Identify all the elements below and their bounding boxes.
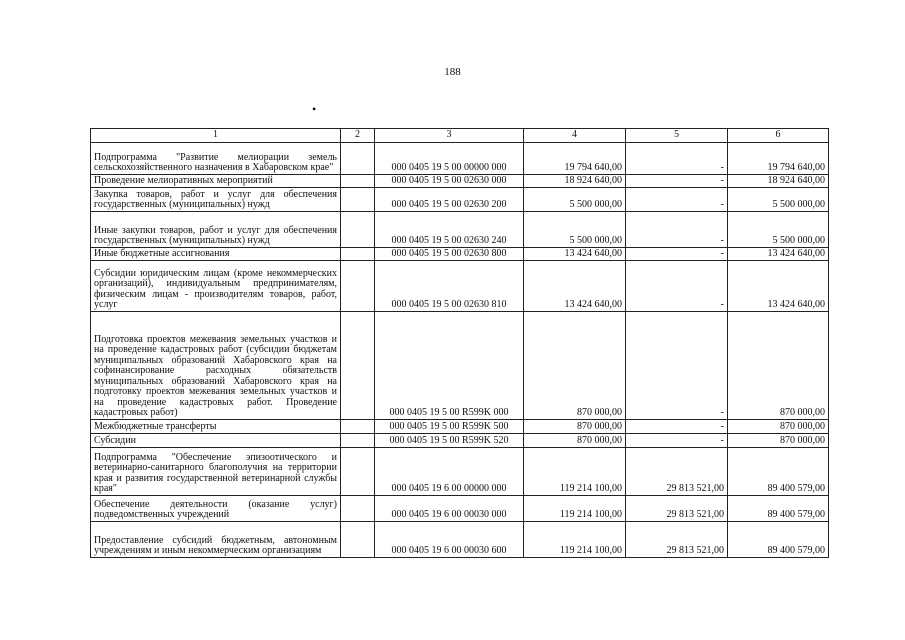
row-col4: 119 214 100,00 [524, 447, 626, 495]
row-col6: 5 500 000,00 [728, 187, 829, 211]
row-name: Предоставление субсидий бюджетным, автономным учреждениям и иным некоммерческим организациям [91, 521, 341, 557]
row-col2 [341, 260, 375, 311]
row-col2 [341, 447, 375, 495]
row-name: Подпрограмма "Обеспечение эпизоотического и ветеринарно-санитарного благополучия на территории края и развития государственной ветеринарной службы края" [91, 447, 341, 495]
row-col5: 29 813 521,00 [626, 521, 728, 557]
row-code: 000 0405 19 5 00 02630 800 [375, 247, 524, 260]
row-col5: 29 813 521,00 [626, 495, 728, 521]
row-name: Межбюджетные трансферты [91, 419, 341, 433]
row-name: Субсидии [91, 433, 341, 447]
row-col5: - [626, 142, 728, 174]
row-col5: - [626, 187, 728, 211]
row-col6: 89 400 579,00 [728, 495, 829, 521]
row-col4: 18 924 640,00 [524, 174, 626, 187]
row-name: Подпрограмма "Развитие мелиорации земель сельскохозяйственного назначения в Хабаровском крае" [91, 142, 341, 174]
row-col5: - [626, 211, 728, 247]
row-col4: 13 424 640,00 [524, 247, 626, 260]
row-col5: - [626, 419, 728, 433]
row-col6: 89 400 579,00 [728, 447, 829, 495]
row-col4: 119 214 100,00 [524, 521, 626, 557]
row-col5: - [626, 260, 728, 311]
table-row [91, 142, 829, 174]
row-col5: - [626, 433, 728, 447]
row-col6: 870 000,00 [728, 311, 829, 419]
row-col6: 13 424 640,00 [728, 247, 829, 260]
table-row [91, 447, 829, 495]
row-code: 000 0405 19 5 00 R599K 500 [375, 419, 524, 433]
row-col6: 13 424 640,00 [728, 260, 829, 311]
row-code: 000 0405 19 6 00 00030 600 [375, 521, 524, 557]
table-row [91, 419, 829, 433]
row-col2 [341, 142, 375, 174]
row-col4: 13 424 640,00 [524, 260, 626, 311]
table-row [91, 247, 829, 260]
row-col2 [341, 521, 375, 557]
row-col4: 19 794 640,00 [524, 142, 626, 174]
row-name: Иные закупки товаров, работ и услуг для обеспечения государственных (муниципальных) нужд [91, 211, 341, 247]
row-name: Субсидии юридическим лицам (кроме некоммерческих организаций), индивидуальным предпринимателям, физическим лицам - производителям товаров, работ, услуг [91, 260, 341, 311]
table-row [91, 187, 829, 211]
row-col6: 18 924 640,00 [728, 174, 829, 187]
row-col5: - [626, 311, 728, 419]
row-col5: 29 813 521,00 [626, 447, 728, 495]
row-col2 [341, 247, 375, 260]
row-col6: 870 000,00 [728, 419, 829, 433]
row-col4: 870 000,00 [524, 419, 626, 433]
row-code: 000 0405 19 5 00 R599K 520 [375, 433, 524, 447]
row-col4: 119 214 100,00 [524, 495, 626, 521]
header-col-5: 5 [626, 129, 728, 143]
stray-dot: • [312, 102, 317, 116]
row-col2 [341, 174, 375, 187]
table-row [91, 260, 829, 311]
row-code: 000 0405 19 5 00 02630 810 [375, 260, 524, 311]
row-col6: 5 500 000,00 [728, 211, 829, 247]
row-col5: - [626, 174, 728, 187]
header-col-3: 3 [375, 129, 524, 143]
row-col5: - [626, 247, 728, 260]
row-col4: 870 000,00 [524, 433, 626, 447]
table-row [91, 211, 829, 247]
header-col-4: 4 [524, 129, 626, 143]
header-col-2: 2 [341, 129, 375, 143]
table-row [91, 521, 829, 557]
header-col-1: 1 [91, 129, 341, 143]
row-col2 [341, 419, 375, 433]
row-col4: 5 500 000,00 [524, 211, 626, 247]
row-code: 000 0405 19 5 00 02630 000 [375, 174, 524, 187]
row-code: 000 0405 19 5 00 R599K 000 [375, 311, 524, 419]
table-row [91, 495, 829, 521]
row-code: 000 0405 19 5 00 02630 200 [375, 187, 524, 211]
row-col2 [341, 495, 375, 521]
row-col2 [341, 187, 375, 211]
row-col6: 89 400 579,00 [728, 521, 829, 557]
page-number: 188 [444, 66, 461, 78]
row-col2 [341, 211, 375, 247]
table-header-row [91, 129, 829, 143]
row-code: 000 0405 19 5 00 00000 000 [375, 142, 524, 174]
row-code: 000 0405 19 6 00 00000 000 [375, 447, 524, 495]
row-col2 [341, 433, 375, 447]
row-name: Обеспечение деятельности (оказание услуг) подведомственных учреждений [91, 495, 341, 521]
table-row [91, 433, 829, 447]
row-col4: 5 500 000,00 [524, 187, 626, 211]
row-code: 000 0405 19 6 00 00030 000 [375, 495, 524, 521]
row-col6: 19 794 640,00 [728, 142, 829, 174]
row-col4: 870 000,00 [524, 311, 626, 419]
budget-table [90, 128, 829, 558]
row-name: Иные бюджетные ассигнования [91, 247, 341, 260]
row-name: Подготовка проектов межевания земельных участков и на проведение кадастровых работ (субсидии бюджетам муниципальных образований Хабаровского края на софинансирование расходных обязательств муниципальных образований Хабаровского края на подготовку проектов межевания земельных участков и на проведение кадастровых работ. Проведение кадастровых работ) [91, 311, 341, 419]
row-code: 000 0405 19 5 00 02630 240 [375, 211, 524, 247]
row-name: Проведение мелиоративных мероприятий [91, 174, 341, 187]
header-col-6: 6 [728, 129, 829, 143]
table-row [91, 174, 829, 187]
table-row [91, 311, 829, 419]
row-name: Закупка товаров, работ и услуг для обеспечения государственных (муниципальных) нужд [91, 187, 341, 211]
row-col2 [341, 311, 375, 419]
row-col6: 870 000,00 [728, 433, 829, 447]
